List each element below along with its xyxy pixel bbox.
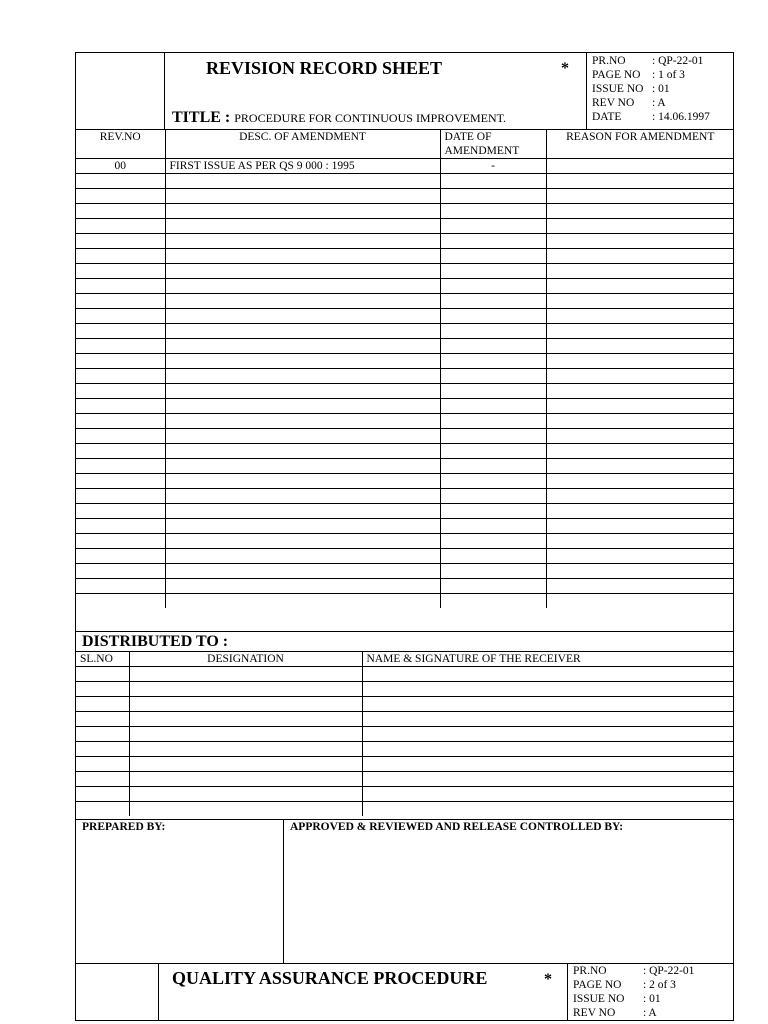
revision-cell-date	[440, 414, 546, 429]
revision-cell-rev	[76, 279, 165, 294]
revision-cell-date	[440, 354, 546, 369]
revision-cell-desc	[165, 264, 440, 279]
revision-cell-reason	[546, 474, 734, 489]
revision-cell-rev	[76, 174, 165, 189]
revision-cell-rev	[76, 219, 165, 234]
revision-cell-rev	[76, 564, 165, 579]
revision-cell-date	[440, 204, 546, 219]
revision-row	[76, 594, 734, 609]
distribution-row	[76, 757, 734, 772]
revision-cell-rev	[76, 204, 165, 219]
signatures-top-line	[76, 819, 733, 820]
distribution-cell	[129, 772, 362, 787]
revision-cell-reason	[546, 579, 734, 594]
distribution-cell	[362, 802, 734, 817]
revision-row	[76, 579, 734, 594]
revision-cell-reason	[546, 444, 734, 459]
distribution-cell	[129, 727, 362, 742]
distribution-cell	[362, 787, 734, 802]
distribution-cell	[362, 682, 734, 697]
revision-cell-reason	[546, 564, 734, 579]
distribution-cell	[76, 682, 129, 697]
revision-cell-rev	[76, 504, 165, 519]
revision-cell-desc	[165, 579, 440, 594]
revision-cell-date	[440, 309, 546, 324]
revision-cell-reason	[546, 519, 734, 534]
revision-row	[76, 309, 734, 324]
revision-cell-rev	[76, 474, 165, 489]
distribution-cell	[129, 802, 362, 817]
revision-cell-desc	[165, 204, 440, 219]
info-issue-no: ISSUE NO : 01	[592, 83, 670, 95]
revision-cell-desc	[165, 189, 440, 204]
header-right-divider	[586, 53, 587, 129]
header-asterisk: *	[561, 60, 569, 77]
distribution-cell	[76, 772, 129, 787]
distribution-cell	[362, 712, 734, 727]
revision-cell-reason	[546, 159, 734, 174]
revision-row	[76, 474, 734, 489]
distribution-row	[76, 802, 734, 817]
distribution-top-line	[76, 631, 733, 632]
revision-cell-reason	[546, 549, 734, 564]
revision-cell-desc	[165, 549, 440, 564]
revision-cell-desc	[165, 489, 440, 504]
distribution-cell	[76, 727, 129, 742]
revision-cell-rev	[76, 429, 165, 444]
distribution-row	[76, 787, 734, 802]
revision-cell-date	[440, 519, 546, 534]
revision-cell-rev	[76, 189, 165, 204]
distribution-row	[76, 697, 734, 712]
signatures-divider	[283, 819, 284, 963]
distribution-row	[76, 667, 734, 682]
revision-cell-desc	[165, 399, 440, 414]
revision-cell-date	[440, 594, 546, 609]
revision-cell-reason	[546, 324, 734, 339]
distribution-cell	[129, 697, 362, 712]
revision-cell-date	[440, 264, 546, 279]
distribution-cell	[129, 757, 362, 772]
revision-cell-desc	[165, 339, 440, 354]
revision-cell-date	[440, 534, 546, 549]
revision-cell-date	[440, 579, 546, 594]
revision-cell-desc: FIRST ISSUE AS PER QS 9 000 : 1995	[165, 159, 440, 174]
revision-cell-rev	[76, 399, 165, 414]
distribution-cell	[129, 742, 362, 757]
revision-cell-rev	[76, 489, 165, 504]
revision-row	[76, 504, 734, 519]
info-pr-no: PR.NO : QP-22-01	[592, 55, 704, 67]
revision-cell-date	[440, 219, 546, 234]
distribution-cell	[129, 787, 362, 802]
distribution-cell	[129, 712, 362, 727]
revision-cell-date	[440, 399, 546, 414]
revision-cell-reason	[546, 339, 734, 354]
revision-cell-date	[440, 369, 546, 384]
revision-row	[76, 294, 734, 309]
title-value: PROCEDURE FOR CONTINUOUS IMPROVEMENT.	[234, 111, 507, 125]
footer-right-divider	[567, 963, 568, 1021]
revision-cell-date	[440, 234, 546, 249]
distribution-row	[76, 727, 734, 742]
revision-cell-rev	[76, 294, 165, 309]
revision-cell-reason	[546, 249, 734, 264]
revision-cell-rev	[76, 459, 165, 474]
revision-cell-desc	[165, 414, 440, 429]
revision-cell-reason	[546, 369, 734, 384]
revision-row	[76, 384, 734, 399]
revision-cell-reason	[546, 384, 734, 399]
revision-cell-desc	[165, 309, 440, 324]
approved-by-label: APPROVED & REVIEWED AND RELEASE CONTROLLED BY:	[290, 821, 624, 833]
distribution-cell	[76, 697, 129, 712]
revision-cell-reason	[546, 264, 734, 279]
distribution-header-row	[76, 652, 734, 667]
revision-cell-date	[440, 324, 546, 339]
revision-row	[76, 279, 734, 294]
revision-row	[76, 354, 734, 369]
col-sl-no: SL.NO	[76, 652, 129, 667]
revision-cell-rev	[76, 369, 165, 384]
distribution-row	[76, 712, 734, 727]
revision-cell-rev	[76, 534, 165, 549]
revision-cell-desc	[165, 354, 440, 369]
distribution-row	[76, 742, 734, 757]
revision-row	[76, 399, 734, 414]
revision-cell-desc	[165, 474, 440, 489]
revision-cell-reason	[546, 234, 734, 249]
revision-cell-desc	[165, 369, 440, 384]
revision-row	[76, 489, 734, 504]
col-date: DATE OF AMENDMENT	[440, 130, 546, 159]
distribution-cell	[76, 802, 129, 817]
title-label: TITLE :	[172, 109, 231, 126]
revision-row	[76, 264, 734, 279]
revision-cell-date	[440, 489, 546, 504]
revision-cell-rev	[76, 594, 165, 609]
revision-cell-date	[440, 189, 546, 204]
col-reason: REASON FOR AMENDMENT	[546, 130, 734, 159]
revision-cell-reason	[546, 459, 734, 474]
revision-cell-reason	[546, 309, 734, 324]
document-frame	[75, 52, 734, 1021]
revision-cell-reason	[546, 429, 734, 444]
revision-cell-desc	[165, 279, 440, 294]
revision-cell-desc	[165, 534, 440, 549]
revision-row	[76, 429, 734, 444]
distribution-cell	[76, 787, 129, 802]
document-title	[172, 109, 506, 127]
revision-cell-rev	[76, 519, 165, 534]
col-designation: DESIGNATION	[129, 652, 362, 667]
col-receiver: NAME & SIGNATURE OF THE RECEIVER	[362, 652, 734, 667]
revision-cell-desc	[165, 444, 440, 459]
distribution-row	[76, 772, 734, 787]
revision-cell-date	[440, 504, 546, 519]
revision-cell-date	[440, 294, 546, 309]
col-rev-no: REV.NO	[76, 130, 165, 159]
distribution-cell	[129, 667, 362, 682]
footer-info-rev-no: REV NO : A	[573, 1007, 657, 1019]
info-date: DATE : 14.06.1997	[592, 111, 710, 123]
revision-row	[76, 534, 734, 549]
revision-cell-date	[440, 474, 546, 489]
distribution-cell	[76, 667, 129, 682]
distribution-row	[76, 682, 734, 697]
revision-cell-rev	[76, 444, 165, 459]
revision-cell-reason	[546, 414, 734, 429]
revision-row	[76, 234, 734, 249]
revision-cell-reason	[546, 354, 734, 369]
revision-cell-desc	[165, 564, 440, 579]
revision-cell-desc	[165, 384, 440, 399]
revision-cell-rev	[76, 384, 165, 399]
revision-cell-reason	[546, 279, 734, 294]
revision-row	[76, 189, 734, 204]
distribution-cell	[362, 772, 734, 787]
footer-asterisk: *	[544, 971, 552, 988]
footer-left-divider	[158, 963, 159, 1021]
revision-row	[76, 459, 734, 474]
revision-row	[76, 324, 734, 339]
revision-cell-date	[440, 564, 546, 579]
revision-cell-date	[440, 249, 546, 264]
revision-cell-rev	[76, 339, 165, 354]
revision-cell-desc	[165, 519, 440, 534]
revision-cell-date	[440, 549, 546, 564]
revision-cell-reason	[546, 534, 734, 549]
sheet-title: REVISION RECORD SHEET	[206, 58, 443, 78]
footer-info-issue-no: ISSUE NO : 01	[573, 993, 661, 1005]
header-left-divider	[164, 53, 165, 129]
distribution-heading: DISTRIBUTED TO :	[82, 633, 229, 650]
footer-info-pr-no: PR.NO : QP-22-01	[573, 965, 695, 977]
distribution-table	[76, 651, 734, 816]
revision-row	[76, 339, 734, 354]
revision-cell-reason	[546, 189, 734, 204]
prepared-by-label: PREPARED BY:	[82, 821, 166, 833]
revision-cell-reason	[546, 504, 734, 519]
distribution-cell	[76, 742, 129, 757]
revision-cell-rev	[76, 234, 165, 249]
revision-cell-rev	[76, 264, 165, 279]
col-desc: DESC. OF AMENDMENT	[165, 130, 440, 159]
revision-cell-date	[440, 279, 546, 294]
revision-cell-rev	[76, 549, 165, 564]
revision-cell-desc	[165, 249, 440, 264]
revision-cell-desc	[165, 429, 440, 444]
revision-row	[76, 564, 734, 579]
revision-cell-desc	[165, 174, 440, 189]
revision-cell-desc	[165, 504, 440, 519]
revision-row	[76, 444, 734, 459]
distribution-cell	[76, 757, 129, 772]
revision-cell-date	[440, 339, 546, 354]
revision-row	[76, 369, 734, 384]
revision-cell-date	[440, 429, 546, 444]
revision-cell-reason	[546, 204, 734, 219]
revision-cell-date	[440, 384, 546, 399]
revision-cell-rev	[76, 579, 165, 594]
distribution-cell	[362, 742, 734, 757]
info-page-no: PAGE NO : 1 of 3	[592, 69, 685, 81]
revision-cell-date	[440, 174, 546, 189]
revision-row	[76, 414, 734, 429]
revision-cell-date	[440, 459, 546, 474]
revision-cell-reason	[546, 594, 734, 609]
distribution-cell	[76, 712, 129, 727]
revision-cell-desc	[165, 324, 440, 339]
revision-cell-rev	[76, 324, 165, 339]
revision-cell-desc	[165, 234, 440, 249]
revision-cell-desc	[165, 594, 440, 609]
revision-row	[76, 249, 734, 264]
distribution-cell	[362, 697, 734, 712]
revision-cell-reason	[546, 399, 734, 414]
revision-cell-rev: 00	[76, 159, 165, 174]
revision-cell-rev	[76, 309, 165, 324]
footer-info-page-no: PAGE NO : 2 of 3	[573, 979, 676, 991]
revision-row	[76, 219, 734, 234]
revision-cell-date: -	[440, 159, 546, 174]
distribution-cell	[362, 727, 734, 742]
revision-cell-date	[440, 444, 546, 459]
revision-cell-reason	[546, 174, 734, 189]
revision-cell-reason	[546, 489, 734, 504]
distribution-cell	[129, 682, 362, 697]
distribution-cell	[362, 757, 734, 772]
revision-cell-rev	[76, 249, 165, 264]
revision-row	[76, 159, 734, 174]
info-rev-no: REV NO : A	[592, 97, 666, 109]
distribution-cell	[362, 667, 734, 682]
revision-cell-reason	[546, 294, 734, 309]
revision-cell-desc	[165, 459, 440, 474]
revision-cell-rev	[76, 414, 165, 429]
revision-row	[76, 549, 734, 564]
revision-table	[76, 129, 734, 608]
revision-cell-reason	[546, 219, 734, 234]
revision-cell-desc	[165, 219, 440, 234]
revision-cell-rev	[76, 354, 165, 369]
revision-row	[76, 519, 734, 534]
revision-row	[76, 174, 734, 189]
footer-title: QUALITY ASSURANCE PROCEDURE	[172, 968, 488, 988]
revision-header-row	[76, 130, 734, 159]
revision-cell-desc	[165, 294, 440, 309]
revision-row	[76, 204, 734, 219]
